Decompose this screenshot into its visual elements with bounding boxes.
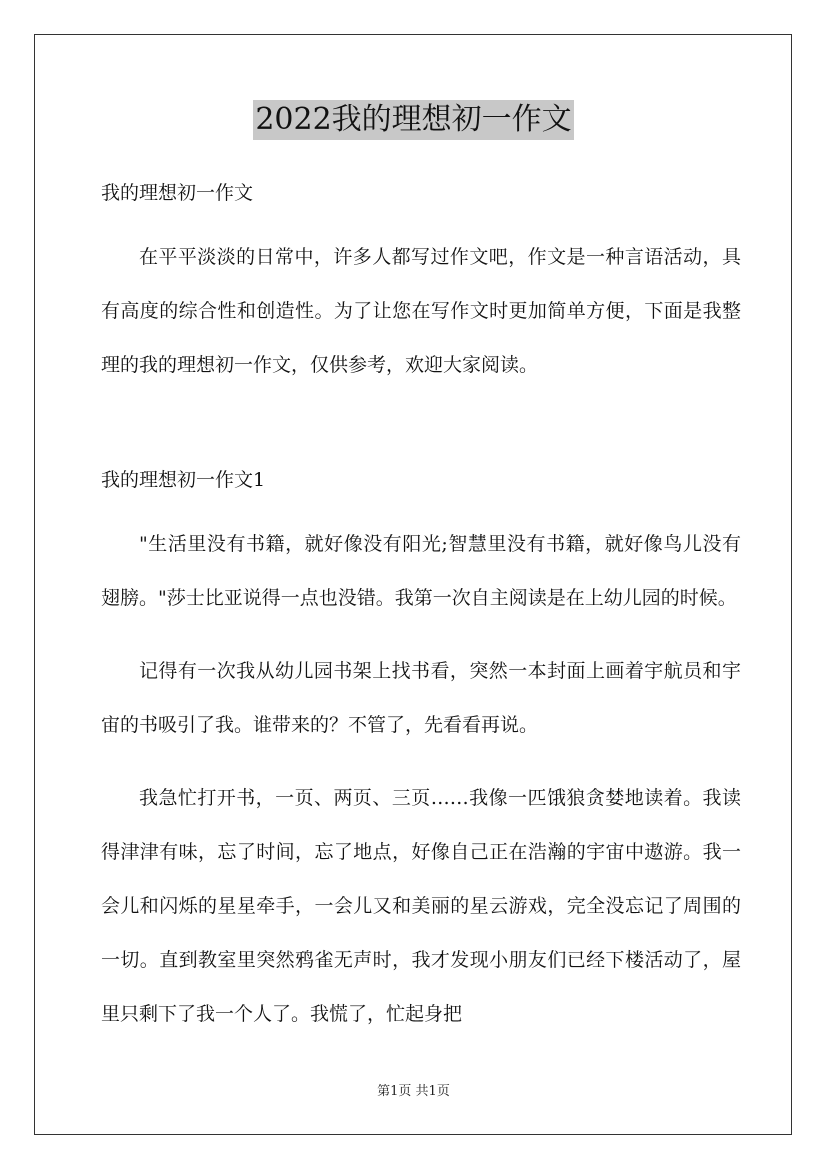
essay-paragraph-3: 我急忙打开书，一页、两页、三页……我像一匹饿狼贪婪地读着。我读得津津有味，忘了时间，忘了地点，好像自己正在浩瀚的宇宙中遨游。我一会儿和闪烁的星星牵手，一会儿又和美丽的星云游戏，完全没忘记了周围的一切。直到教室里突然鸦雀无声时，我才发现小朋友们已经下楼活动了，屋里只剩下了我一个人了。我慌了，忙起身把 xyxy=(101,787,741,1025)
intro-paragraph: 在平平淡淡的日常中，许多人都写过作文吧，作文是一种言语活动，具有高度的综合性和创造性。为了让您在写作文时更加简单方便，下面是我整理的我的理想初一作文，仅供参考，欢迎大家阅读。 xyxy=(101,246,741,376)
essay-heading: 我的理想初一作文1 xyxy=(101,469,266,491)
essay-paragraph-2: 记得有一次我从幼儿园书架上找书看，突然一本封面上画着宇航员和宇宙的书吸引了我。谁带来的？不管了，先看看再说。 xyxy=(101,660,741,736)
section-heading: 我的理想初一作文 xyxy=(101,182,254,204)
document-body xyxy=(101,175,741,1041)
essay-paragraph-1: "生活里没有书籍，就好像没有阳光;智慧里没有书籍，就好像鸟儿没有翅膀。"莎士比亚说得一点也没错。我第一次自主阅读是在上幼儿园的时候。 xyxy=(101,533,741,609)
title-container xyxy=(0,100,827,140)
page-footer: 第1页 共1页 xyxy=(377,1084,450,1099)
document-title: 2022我的理想初一作文 xyxy=(253,100,573,140)
